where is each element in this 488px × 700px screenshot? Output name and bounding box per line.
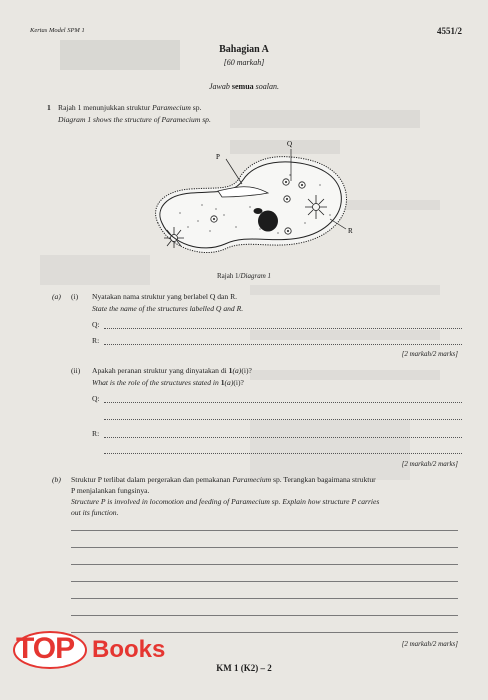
part-b-label: (b) [52, 475, 61, 484]
part-b-text-malay-2: P menjalankan fungsinya. [71, 486, 150, 495]
label-q: Q [287, 140, 293, 148]
answer-label-q-ii: Q: [92, 394, 100, 403]
part-a-label: (a) [52, 292, 61, 301]
part-b-text-english-1: Structure P is involved in locomotion and feeding of Paramecium sp. Explain how structure P carries [71, 497, 380, 506]
marks-a-ii: [2 markah/2 marks] [401, 460, 458, 468]
question-number: 1 [47, 103, 51, 112]
marks-b: [2 markah/2 marks] [401, 640, 458, 648]
answer-line-a-i-r[interactable] [104, 344, 462, 345]
part-b-text-malay-1: Struktur P terlibat dalam pergerakan dan pemakanan Paramecium sp. Terangkan bagaimana struktur [71, 475, 376, 484]
answer-line-b-5[interactable] [71, 598, 458, 599]
answer-line-a-ii-r-1[interactable] [104, 437, 462, 438]
section-title: Bahagian A [219, 44, 269, 55]
part-b-text-english-2: out its function. [71, 508, 119, 517]
paramecium-diagram [140, 135, 370, 270]
part-a-i-text-malay: Nyatakan nama struktur yang berlabel Q dan R. [92, 292, 238, 301]
answer-label-r-ii: R: [92, 429, 100, 438]
answer-line-b-6[interactable] [71, 615, 458, 616]
part-a-i-number: (i) [71, 292, 79, 301]
header-left: Kertas Model SPM 1 [30, 27, 85, 34]
answer-line-a-ii-r-2[interactable] [104, 453, 462, 454]
section-marks: [60 markah] [223, 58, 265, 67]
page-footer-code: KM 1 (K2) – 2 [216, 663, 272, 673]
answer-line-b-3[interactable] [71, 564, 458, 565]
part-a-ii-text-english: What is the role of the structures stated in 1(a)(i)? [92, 378, 244, 387]
question-stem-english: Diagram 1 shows the structure of Paramecium sp. [58, 115, 211, 124]
answer-label-q: Q: [92, 320, 100, 329]
answer-line-b-1[interactable] [71, 530, 458, 531]
section-instruction: Jawab semua soalan. [208, 82, 279, 91]
watermark-top-text: TOP [16, 632, 75, 665]
part-a-ii-number: (ii) [71, 366, 81, 375]
answer-line-b-2[interactable] [71, 547, 458, 548]
paper-code: 4551/2 [436, 26, 462, 36]
question-stem-malay: Rajah 1 menunjukkan struktur Paramecium sp. [58, 103, 202, 112]
answer-label-r: R: [92, 336, 100, 345]
watermark-books-text: Books [92, 636, 166, 663]
answer-line-a-ii-q-1[interactable] [104, 402, 462, 403]
marks-a-i: [2 markah/2 marks] [401, 350, 458, 358]
answer-line-a-i-q[interactable] [104, 328, 462, 329]
label-p: P [216, 153, 220, 161]
answer-line-a-ii-q-2[interactable] [104, 419, 462, 420]
label-r: R [348, 227, 353, 235]
part-a-i-text-english: State the name of the structures labelled Q and R. [92, 304, 244, 313]
diagram-caption: Rajah 1/Diagram 1 [216, 272, 272, 280]
answer-line-b-4[interactable] [71, 581, 458, 582]
answer-line-b-7[interactable] [71, 632, 458, 633]
part-a-ii-text-malay: Apakah peranan struktur yang dinyatakan di 1(a)(i)? [92, 366, 252, 375]
